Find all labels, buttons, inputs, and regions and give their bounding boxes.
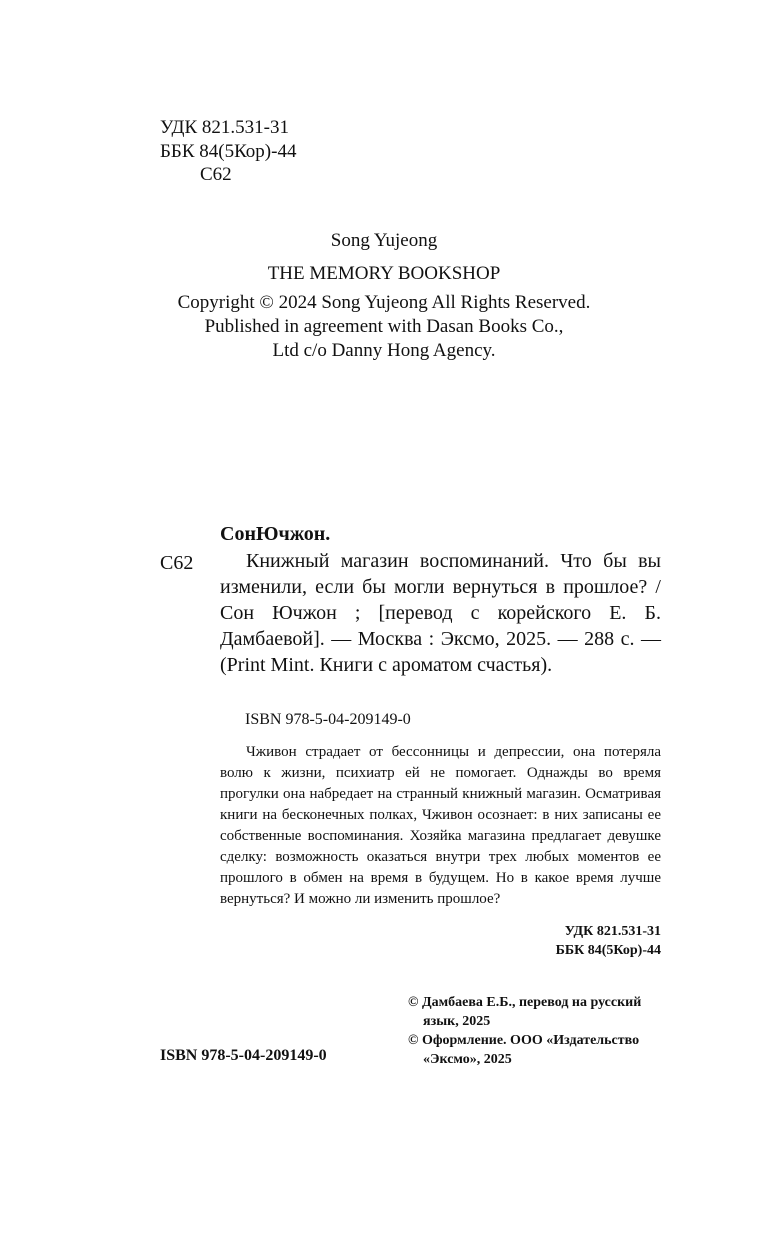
copyright-translation: © Дамбаева Е.Б., перевод на русский язык, 2025 (408, 995, 642, 1029)
annotation: Чживон страдает от бессонницы и депрессии, она потеряла волю к жизни, психиатр ей не помогает. Однажды во время прогулки она набредает на странный книжный магазин. Осматривая книги на бесконечных полках, Чживон осознает: в них записаны ее собственные воспоминания. Хозяйка магазина предлагает девушке сделку: возможность оказаться внутри трех любых моментов ее прошлого в обмен на время в будущем. Но в какое время лучше вернуться? И можно ли изменить прошлое? (220, 744, 661, 907)
record-udk: УДК 821.531-31 (564, 924, 661, 939)
udk-code: УДК 821.531-31 (160, 117, 289, 138)
original-title: THE MEMORY BOOKSHOP (267, 263, 501, 284)
record-description: Книжный магазин воспоминаний. Что бы вы изменили, если бы могли вернуться в прошлое? / Сон Ючжон ; [перевод с корейского Е. Б. Дамбаевой]. — Москва : Эксмо, 2025. — 288 с. — (Print Mint. Книги с ароматом счастья). (220, 550, 661, 676)
bbk-code: ББК 84(5Кор)-44 (160, 141, 297, 162)
footer-isbn: ISBN 978-5-04-209149-0 (160, 1047, 327, 1064)
copyright-design: © Оформление. ООО «Издательство «Эксмо», 2025 (408, 1033, 640, 1067)
author-mark: С62 (200, 164, 232, 185)
record-isbn: ISBN 978-5-04-209149-0 (245, 711, 411, 728)
record-mark: С62 (160, 552, 194, 574)
copyright-line-3: Ltd c/o Danny Hong Agency. (272, 340, 496, 361)
copyright-line-2: Published in agreement with Dasan Books Co., (204, 316, 564, 337)
original-author: Song Yujeong (330, 230, 438, 251)
record-heading: СонЮчжон. (220, 523, 331, 545)
copyright-line-1: Copyright © 2024 Song Yujeong All Rights Reserved. (177, 292, 591, 313)
record-bbk: ББК 84(5Кор)-44 (555, 943, 661, 958)
